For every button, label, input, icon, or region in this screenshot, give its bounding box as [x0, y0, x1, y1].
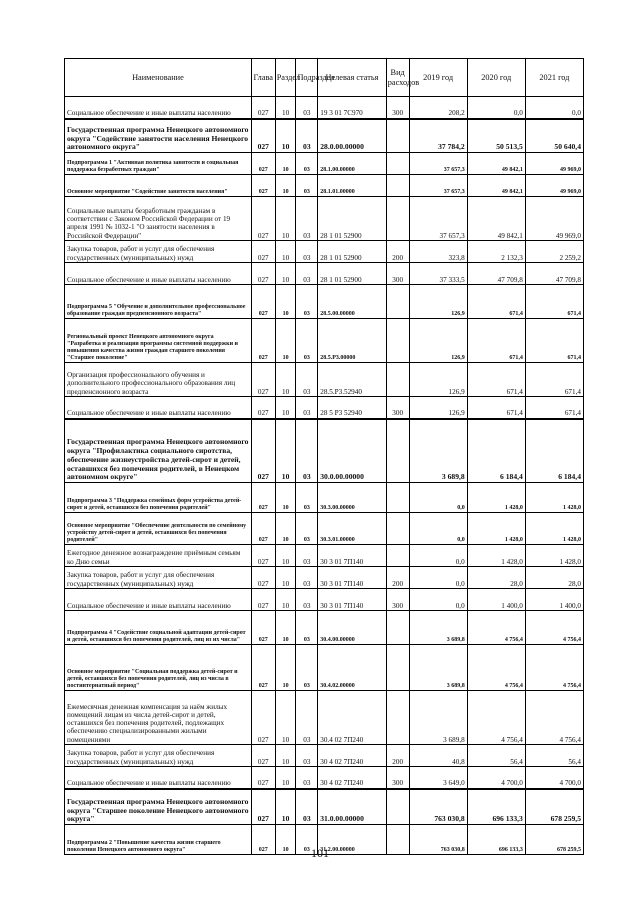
row-2021: 671,4 — [525, 285, 583, 319]
row-podrazdel: 03 — [296, 589, 318, 611]
row-2020: 28,0 — [467, 567, 525, 589]
row-target-article: 30 3 01 7П140 — [318, 545, 387, 567]
row-razdel: 10 — [275, 263, 296, 285]
row-name: Социальное обеспечение и иные выплаты населению — [65, 589, 252, 611]
row-podrazdel: 03 — [296, 119, 318, 153]
table-row — [65, 645, 584, 691]
row-podrazdel: 03 — [296, 263, 318, 285]
row-target-article: 30 3 01 7П140 — [318, 567, 387, 589]
header-podrazdel: Подраздел — [296, 59, 318, 97]
row-name: Закупка товаров, работ и услуг для обеспечения государственных (муниципальных) нужд — [65, 241, 252, 263]
row-glava: 027 — [251, 611, 275, 645]
row-2020: 4 756,4 — [467, 691, 525, 745]
row-podrazdel: 03 — [296, 197, 318, 241]
row-razdel: 10 — [275, 745, 296, 767]
row-name: Подпрограмма 3 "Поддержка семейных форм устройства детей-сирот и детей, оставшихся без попечения родителей" — [65, 483, 252, 513]
row-glava: 027 — [251, 285, 275, 319]
row-razdel: 10 — [275, 285, 296, 319]
row-glava: 027 — [251, 197, 275, 241]
row-2020: 671,4 — [467, 397, 525, 419]
row-target-article: 28.0.00.00000 — [318, 119, 387, 153]
row-2020: 49 842,1 — [467, 197, 525, 241]
header-razdel: Раздел — [275, 59, 296, 97]
row-razdel: 10 — [275, 363, 296, 397]
row-2019: 3 649,0 — [409, 767, 467, 789]
row-podrazdel: 03 — [296, 545, 318, 567]
row-glava: 027 — [251, 513, 275, 545]
row-target-article: 30.0.00.00000 — [318, 419, 387, 483]
row-2019: 3 689,8 — [409, 611, 467, 645]
row-target-article: 30 3 01 7П140 — [318, 589, 387, 611]
row-expense-type — [386, 363, 409, 397]
row-2019: 323,8 — [409, 241, 467, 263]
row-target-article: 30.4.02.00000 — [318, 645, 387, 691]
row-2020: 1 428,0 — [467, 545, 525, 567]
row-2019: 0,0 — [409, 513, 467, 545]
row-expense-type — [386, 513, 409, 545]
row-razdel: 10 — [275, 483, 296, 513]
row-2019: 37 657,3 — [409, 153, 467, 175]
row-name: Государственная программа Ненецкого автономного округа "Старшее поколение Ненецкого автономного округа" — [65, 789, 252, 825]
row-expense-type — [386, 285, 409, 319]
row-2021: 4 756,4 — [525, 691, 583, 745]
row-expense-type — [386, 545, 409, 567]
row-2019: 763 030,8 — [409, 789, 467, 825]
row-glava: 027 — [251, 589, 275, 611]
row-name: Социальное обеспечение и иные выплаты населению — [65, 263, 252, 285]
row-podrazdel: 03 — [296, 611, 318, 645]
row-podrazdel: 03 — [296, 97, 318, 119]
table-row — [65, 285, 584, 319]
row-razdel: 10 — [275, 789, 296, 825]
row-podrazdel: 03 — [296, 397, 318, 419]
row-target-article: 30 4 02 7П240 — [318, 745, 387, 767]
row-2020: 4 756,4 — [467, 611, 525, 645]
row-razdel: 10 — [275, 197, 296, 241]
row-name: Социальные выплаты безработным гражданам в соответствии с Законом Российской Федерации от 19 апреля 1991 № 1032-1 "О занятости населения в Российской Федерации" — [65, 197, 252, 241]
row-2021: 1 428,0 — [525, 483, 583, 513]
row-2020: 47 709,8 — [467, 263, 525, 285]
table-row — [65, 691, 584, 745]
row-expense-type — [386, 153, 409, 175]
row-target-article: 30.4.00.00000 — [318, 611, 387, 645]
header-year-2019: 2019 год — [409, 59, 467, 97]
row-2021: 49 969,0 — [525, 197, 583, 241]
row-expense-type: 300 — [386, 397, 409, 419]
table-row — [65, 363, 584, 397]
row-2021: 47 709,8 — [525, 263, 583, 285]
row-target-article: 28.5.00.00000 — [318, 285, 387, 319]
row-2020: 696 133,3 — [467, 825, 525, 855]
row-2021: 671,4 — [525, 363, 583, 397]
row-glava: 027 — [251, 97, 275, 119]
row-glava: 027 — [251, 545, 275, 567]
row-expense-type: 300 — [386, 589, 409, 611]
header-expense-type: Вид расходов — [386, 59, 409, 97]
row-2020: 4 756,4 — [467, 645, 525, 691]
row-podrazdel: 03 — [296, 175, 318, 197]
row-target-article: 28 1 01 52900 — [318, 197, 387, 241]
row-podrazdel: 03 — [296, 745, 318, 767]
row-target-article: 28.5.Р3.52940 — [318, 363, 387, 397]
row-expense-type: 200 — [386, 241, 409, 263]
row-target-article: 30.4 02 7П240 — [318, 691, 387, 745]
row-2019: 208,2 — [409, 97, 467, 119]
row-target-article: 31.2.00.00000 — [318, 825, 387, 855]
row-glava: 027 — [251, 691, 275, 745]
row-razdel: 10 — [275, 691, 296, 745]
row-glava: 027 — [251, 363, 275, 397]
row-razdel: 10 — [275, 611, 296, 645]
row-2019: 126,9 — [409, 397, 467, 419]
row-2020: 50 513,5 — [467, 119, 525, 153]
row-expense-type — [386, 691, 409, 745]
table-row — [65, 483, 584, 513]
row-target-article: 28.1.00.00000 — [318, 153, 387, 175]
row-2019: 37 657,3 — [409, 175, 467, 197]
row-name: Государственная программа Ненецкого автономного округа "Профилактика социального сиротства, обеспечение жизнеустройства детей-сирот и детей, оставшихся без попечения родителей, в Ненецком автономном округе" — [65, 419, 252, 483]
row-2019: 126,9 — [409, 319, 467, 363]
row-podrazdel: 03 — [296, 567, 318, 589]
row-expense-type — [386, 319, 409, 363]
table-row — [65, 545, 584, 567]
row-podrazdel: 03 — [296, 513, 318, 545]
row-2020: 2 132,3 — [467, 241, 525, 263]
row-2020: 1 400,0 — [467, 589, 525, 611]
row-expense-type — [386, 197, 409, 241]
row-razdel: 10 — [275, 545, 296, 567]
row-glava: 027 — [251, 119, 275, 153]
header-target-article: Целевая статья — [318, 59, 387, 97]
row-target-article: 30.3.00.00000 — [318, 483, 387, 513]
table-row — [65, 767, 584, 789]
row-glava: 027 — [251, 825, 275, 855]
row-2021: 671,4 — [525, 319, 583, 363]
row-name: Региональный проект Ненецкого автономного округа "Разработка и реализация программы системной поддержки и повышения качества жизни граждан старшего поколения "Старшее поколение" — [65, 319, 252, 363]
row-2021: 1 400,0 — [525, 589, 583, 611]
row-glava: 027 — [251, 241, 275, 263]
row-2020: 671,4 — [467, 363, 525, 397]
row-razdel: 10 — [275, 513, 296, 545]
row-2020: 671,4 — [467, 285, 525, 319]
row-2021: 678 259,5 — [525, 789, 583, 825]
row-target-article: 28 5 Р3 52940 — [318, 397, 387, 419]
page-number: 101 — [311, 846, 329, 860]
row-target-article: 30 4 02 7П240 — [318, 767, 387, 789]
table-row — [65, 97, 584, 119]
row-podrazdel: 03 — [296, 645, 318, 691]
row-2019: 3 689,8 — [409, 691, 467, 745]
row-podrazdel: 03 — [296, 483, 318, 513]
row-2019: 126,9 — [409, 285, 467, 319]
row-expense-type — [386, 611, 409, 645]
row-razdel: 10 — [275, 419, 296, 483]
row-razdel: 10 — [275, 397, 296, 419]
row-podrazdel: 03 — [296, 153, 318, 175]
row-expense-type: 300 — [386, 767, 409, 789]
row-podrazdel: 03 — [296, 789, 318, 825]
row-expense-type: 200 — [386, 567, 409, 589]
row-2020: 49 842,1 — [467, 175, 525, 197]
row-target-article: 28.1.01.00000 — [318, 175, 387, 197]
row-expense-type: 200 — [386, 745, 409, 767]
row-2020: 1 428,0 — [467, 483, 525, 513]
row-target-article: 28 1 01 52900 — [318, 263, 387, 285]
row-name: Социальное обеспечение и иные выплаты населению — [65, 97, 252, 119]
table-row — [65, 397, 584, 419]
row-2019: 37 333,5 — [409, 263, 467, 285]
row-glava: 027 — [251, 567, 275, 589]
row-glava: 027 — [251, 767, 275, 789]
row-razdel: 10 — [275, 567, 296, 589]
header-name: Наименование — [65, 59, 252, 97]
row-glava: 027 — [251, 745, 275, 767]
row-2019: 3 689,8 — [409, 645, 467, 691]
row-podrazdel: 03 — [296, 825, 318, 855]
row-2020: 0,0 — [467, 97, 525, 119]
row-razdel: 10 — [275, 767, 296, 789]
row-expense-type — [386, 175, 409, 197]
row-expense-type — [386, 119, 409, 153]
row-name: Основное мероприятие "Содействие занятости населения" — [65, 175, 252, 197]
row-2019: 0,0 — [409, 545, 467, 567]
row-2020: 1 428,0 — [467, 513, 525, 545]
row-2020: 56,4 — [467, 745, 525, 767]
row-razdel: 10 — [275, 175, 296, 197]
row-2021: 2 259,2 — [525, 241, 583, 263]
row-expense-type: 300 — [386, 263, 409, 285]
row-razdel: 10 — [275, 589, 296, 611]
row-name: Подпрограмма 1 "Активная политика занятости и социальная поддержка безработных граждан" — [65, 153, 252, 175]
row-name: Основное мероприятие "Социальная поддержка детей-сирот и детей, оставшихся без попечения родителей, лиц из числа в постинтернатный период" — [65, 645, 252, 691]
row-name: Закупка товаров, работ и услуг для обеспечения государственных (муниципальных) нужд — [65, 567, 252, 589]
row-expense-type — [386, 789, 409, 825]
row-2021: 4 700,0 — [525, 767, 583, 789]
table-row — [65, 419, 584, 483]
table-row — [65, 745, 584, 767]
row-target-article: 30.3.01.00000 — [318, 513, 387, 545]
row-2021: 56,4 — [525, 745, 583, 767]
row-name: Подпрограмма 5 "Обучение и дополнительное профессиональное образование граждан предпенсионного возраста" — [65, 285, 252, 319]
row-name: Подпрограмма 4 "Содействие социальной адаптации детей-сирот и детей, оставшихся без попечения родителей, лиц из их числа" — [65, 611, 252, 645]
row-2021: 50 640,4 — [525, 119, 583, 153]
row-2019: 3 689,8 — [409, 419, 467, 483]
row-2021: 1 428,0 — [525, 545, 583, 567]
row-2021: 28,0 — [525, 567, 583, 589]
row-2019: 37 657,3 — [409, 197, 467, 241]
row-podrazdel: 03 — [296, 363, 318, 397]
row-glava: 027 — [251, 175, 275, 197]
row-2020: 49 842,1 — [467, 153, 525, 175]
table-row — [65, 319, 584, 363]
table-row — [65, 789, 584, 825]
row-expense-type — [386, 419, 409, 483]
row-2019: 0,0 — [409, 483, 467, 513]
row-glava: 027 — [251, 319, 275, 363]
table-row — [65, 567, 584, 589]
row-2019: 37 784,2 — [409, 119, 467, 153]
row-2019: 40,8 — [409, 745, 467, 767]
row-glava: 027 — [251, 483, 275, 513]
row-razdel: 10 — [275, 825, 296, 855]
budget-table — [64, 58, 584, 855]
row-razdel: 10 — [275, 97, 296, 119]
row-2020: 696 133,3 — [467, 789, 525, 825]
row-2021: 678 259,5 — [525, 825, 583, 855]
row-target-article: 28.5.Р3.00000 — [318, 319, 387, 363]
row-2021: 0,0 — [525, 97, 583, 119]
row-podrazdel: 03 — [296, 285, 318, 319]
row-razdel: 10 — [275, 153, 296, 175]
row-name: Ежегодное денежное вознаграждение приёмным семьям ко Дню семьи — [65, 545, 252, 567]
table-row — [65, 611, 584, 645]
header-glava: Глава — [251, 59, 275, 97]
row-name: Социальное обеспечение и иные выплаты населению — [65, 767, 252, 789]
row-2020: 6 184,4 — [467, 419, 525, 483]
row-razdel: 10 — [275, 119, 296, 153]
row-2019: 126,9 — [409, 363, 467, 397]
header-year-2020: 2020 год — [467, 59, 525, 97]
row-razdel: 10 — [275, 241, 296, 263]
table-row — [65, 119, 584, 153]
table-row — [65, 153, 584, 175]
table-row — [65, 589, 584, 611]
row-glava: 027 — [251, 789, 275, 825]
row-name: Ежемесячная денежная компенсация за наём жилых помещений лицам из числа детей-сирот и детей, оставшихся без попечения родителей, подлежащих обеспечению специализированными жилыми помещениями — [65, 691, 252, 745]
row-podrazdel: 03 — [296, 691, 318, 745]
row-name: Закупка товаров, работ и услуг для обеспечения государственных (муниципальных) нужд — [65, 745, 252, 767]
row-2021: 4 756,4 — [525, 645, 583, 691]
row-glava: 027 — [251, 397, 275, 419]
row-name: Организация профессионального обучения и дополнительного профессионального образования лиц предпенсионного возраста — [65, 363, 252, 397]
row-glava: 027 — [251, 645, 275, 691]
row-2020: 4 700,0 — [467, 767, 525, 789]
row-expense-type — [386, 483, 409, 513]
row-name: Основное мероприятие "Обеспечение деятельности по семейному устройству детей-сирот и детей, оставшихся без попечения родителей" — [65, 513, 252, 545]
row-2021: 49 969,0 — [525, 153, 583, 175]
row-2019: 0,0 — [409, 567, 467, 589]
row-2020: 671,4 — [467, 319, 525, 363]
row-razdel: 10 — [275, 319, 296, 363]
table-row — [65, 175, 584, 197]
row-podrazdel: 03 — [296, 241, 318, 263]
row-2021: 4 756,4 — [525, 611, 583, 645]
row-2019: 763 030,8 — [409, 825, 467, 855]
row-2021: 671,4 — [525, 397, 583, 419]
row-podrazdel: 03 — [296, 419, 318, 483]
table-row — [65, 263, 584, 285]
table-row — [65, 241, 584, 263]
table-row — [65, 513, 584, 545]
row-expense-type: 300 — [386, 97, 409, 119]
row-name: Социальное обеспечение и иные выплаты населению — [65, 397, 252, 419]
row-name: Подпрограмма 2 "Повышение качества жизни старшего поколения Ненецкого автономного округа" — [65, 825, 252, 855]
row-glava: 027 — [251, 153, 275, 175]
row-razdel: 10 — [275, 645, 296, 691]
row-2021: 49 969,0 — [525, 175, 583, 197]
row-2019: 0,0 — [409, 589, 467, 611]
row-glava: 027 — [251, 419, 275, 483]
row-expense-type — [386, 645, 409, 691]
row-target-article: 19 3 01 7С970 — [318, 97, 387, 119]
row-podrazdel: 03 — [296, 767, 318, 789]
row-glava: 027 — [251, 263, 275, 285]
row-target-article: 28 1 01 52900 — [318, 241, 387, 263]
row-target-article: 31.0.00.00000 — [318, 789, 387, 825]
table-row — [65, 197, 584, 241]
header-year-2021: 2021 год — [525, 59, 583, 97]
row-name: Государственная программа Ненецкого автономного округа "Содействие занятости населения Ненецкого автономного округа" — [65, 119, 252, 153]
row-2021: 1 428,0 — [525, 513, 583, 545]
row-podrazdel: 03 — [296, 319, 318, 363]
row-2021: 6 184,4 — [525, 419, 583, 483]
